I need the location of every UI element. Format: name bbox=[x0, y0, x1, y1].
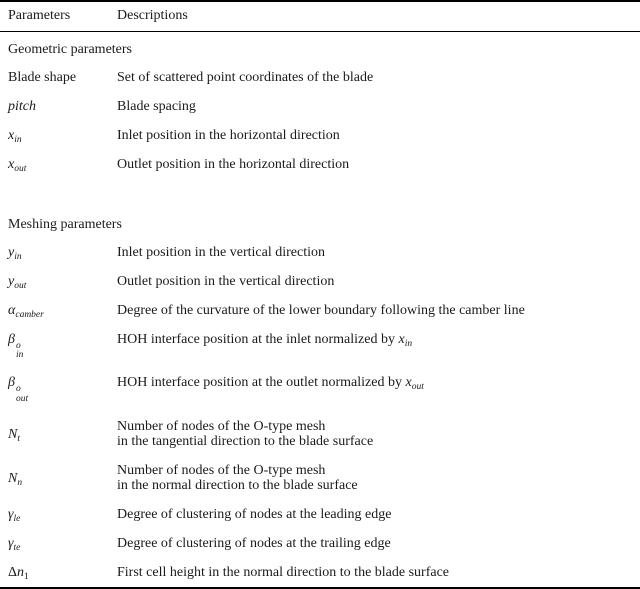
description-line-1: Number of nodes of the O-type mesh bbox=[117, 463, 326, 479]
parameter-cell bbox=[0, 427, 117, 442]
param-symbol: β bbox=[8, 331, 15, 347]
table-header-row bbox=[0, 2, 640, 31]
table-row-alpha-camber bbox=[0, 296, 640, 325]
description-cell: Inlet position in the horizontal direction bbox=[117, 127, 340, 143]
description-cell: Degree of clustering of nodes at the leading edge bbox=[117, 507, 392, 523]
param-superscript: o bbox=[15, 340, 21, 351]
param-subscript: in bbox=[15, 350, 24, 361]
param-subscript: n bbox=[17, 477, 23, 488]
description-text: HOH interface position at the inlet normalized by bbox=[117, 331, 399, 347]
param-subscript: in bbox=[14, 251, 22, 262]
table-row-n-n bbox=[0, 456, 640, 500]
table-row-delta-n1 bbox=[0, 558, 640, 587]
description-cell: Set of scattered point coordinates of the blade bbox=[117, 69, 374, 85]
description-line-1: Number of nodes of the O-type mesh bbox=[117, 419, 326, 435]
parameter-cell bbox=[0, 536, 117, 554]
parameter-cell bbox=[0, 375, 117, 405]
table-row-beta-in bbox=[0, 325, 640, 369]
param-symbol: y bbox=[8, 273, 15, 289]
param-subscript: in bbox=[14, 134, 22, 145]
param-symbol: γ bbox=[8, 536, 14, 552]
parameter-cell bbox=[0, 128, 117, 143]
description-cell: Degree of clustering of nodes at the trailing edge bbox=[117, 536, 391, 552]
parameter-cell bbox=[0, 303, 117, 318]
param-symbol: N bbox=[8, 470, 18, 486]
parameter-cell bbox=[0, 245, 117, 260]
parameter-cell bbox=[0, 157, 117, 172]
param-subscript: camber bbox=[15, 309, 44, 320]
param-subscript: 1 bbox=[24, 572, 29, 583]
description-text: HOH interface position at the outlet normalized by bbox=[117, 375, 406, 391]
table-row-blade-shape bbox=[0, 63, 640, 92]
param-symbol: x bbox=[8, 156, 15, 172]
param-symbol: γ bbox=[8, 507, 14, 523]
description-cell: Blade spacing bbox=[117, 98, 196, 114]
param-subscript: out bbox=[14, 280, 27, 291]
parameter-cell bbox=[0, 332, 117, 362]
param-symbol: β bbox=[8, 375, 15, 391]
param-subscript: t bbox=[17, 433, 20, 444]
param-symbol: N bbox=[8, 426, 18, 442]
param-subscript: out bbox=[15, 394, 29, 405]
param-subscript: out bbox=[14, 163, 27, 174]
table-row-gamma-le bbox=[0, 500, 640, 529]
parameter-cell bbox=[0, 565, 117, 583]
column-header-descriptions: Descriptions bbox=[117, 7, 188, 23]
parameter-cell bbox=[0, 471, 117, 486]
param-supsub bbox=[16, 385, 28, 405]
table-row-pitch bbox=[0, 92, 640, 121]
inline-math-symbol: x bbox=[405, 375, 412, 391]
inline-math-subscript: in bbox=[404, 338, 413, 349]
table-row-y-in bbox=[0, 238, 640, 267]
table-row-gamma-te bbox=[0, 529, 640, 558]
param-prefix: Δ bbox=[8, 565, 18, 581]
description-line-2: in the tangential direction to the blade surface bbox=[117, 434, 374, 450]
description-cell bbox=[117, 375, 640, 393]
description-cell bbox=[117, 419, 640, 449]
parameter-cell: Blade shape bbox=[8, 69, 77, 85]
param-symbol: x bbox=[8, 127, 15, 143]
parameter-cell bbox=[0, 507, 117, 525]
description-cell bbox=[117, 332, 640, 347]
column-header-parameters: Parameters bbox=[8, 7, 71, 23]
section-title-meshing: Meshing parameters bbox=[8, 216, 122, 232]
param-symbol: n bbox=[17, 565, 25, 581]
inline-math-symbol: x bbox=[398, 331, 405, 347]
parameter-cell: pitch bbox=[8, 98, 36, 114]
description-cell: Inlet position in the vertical direction bbox=[117, 244, 325, 260]
table-row-y-out bbox=[0, 267, 640, 296]
table-row-n-t bbox=[0, 412, 640, 456]
param-subscript: le bbox=[13, 514, 21, 525]
param-subscript: te bbox=[13, 543, 21, 554]
param-superscript: o bbox=[15, 384, 21, 395]
description-cell: Degree of the curvature of the lower boundary following the camber line bbox=[117, 302, 525, 318]
table-row-x-in bbox=[0, 121, 640, 150]
param-symbol: α bbox=[8, 302, 16, 318]
description-line-2: in the normal direction to the blade surface bbox=[117, 478, 358, 494]
param-symbol: y bbox=[8, 244, 15, 260]
section-title-geometric: Geometric parameters bbox=[8, 41, 132, 57]
description-cell: Outlet position in the horizontal direction bbox=[117, 156, 350, 172]
table-row-beta-out bbox=[0, 368, 640, 412]
description-cell: Outlet position in the vertical direction bbox=[117, 273, 335, 289]
parameter-cell bbox=[0, 274, 117, 289]
description-cell bbox=[117, 463, 640, 493]
description-cell: First cell height in the normal direction to the blade surface bbox=[117, 565, 450, 581]
inline-math-subscript: out bbox=[411, 382, 424, 393]
param-supsub bbox=[16, 342, 23, 362]
table-row-x-out bbox=[0, 150, 640, 179]
